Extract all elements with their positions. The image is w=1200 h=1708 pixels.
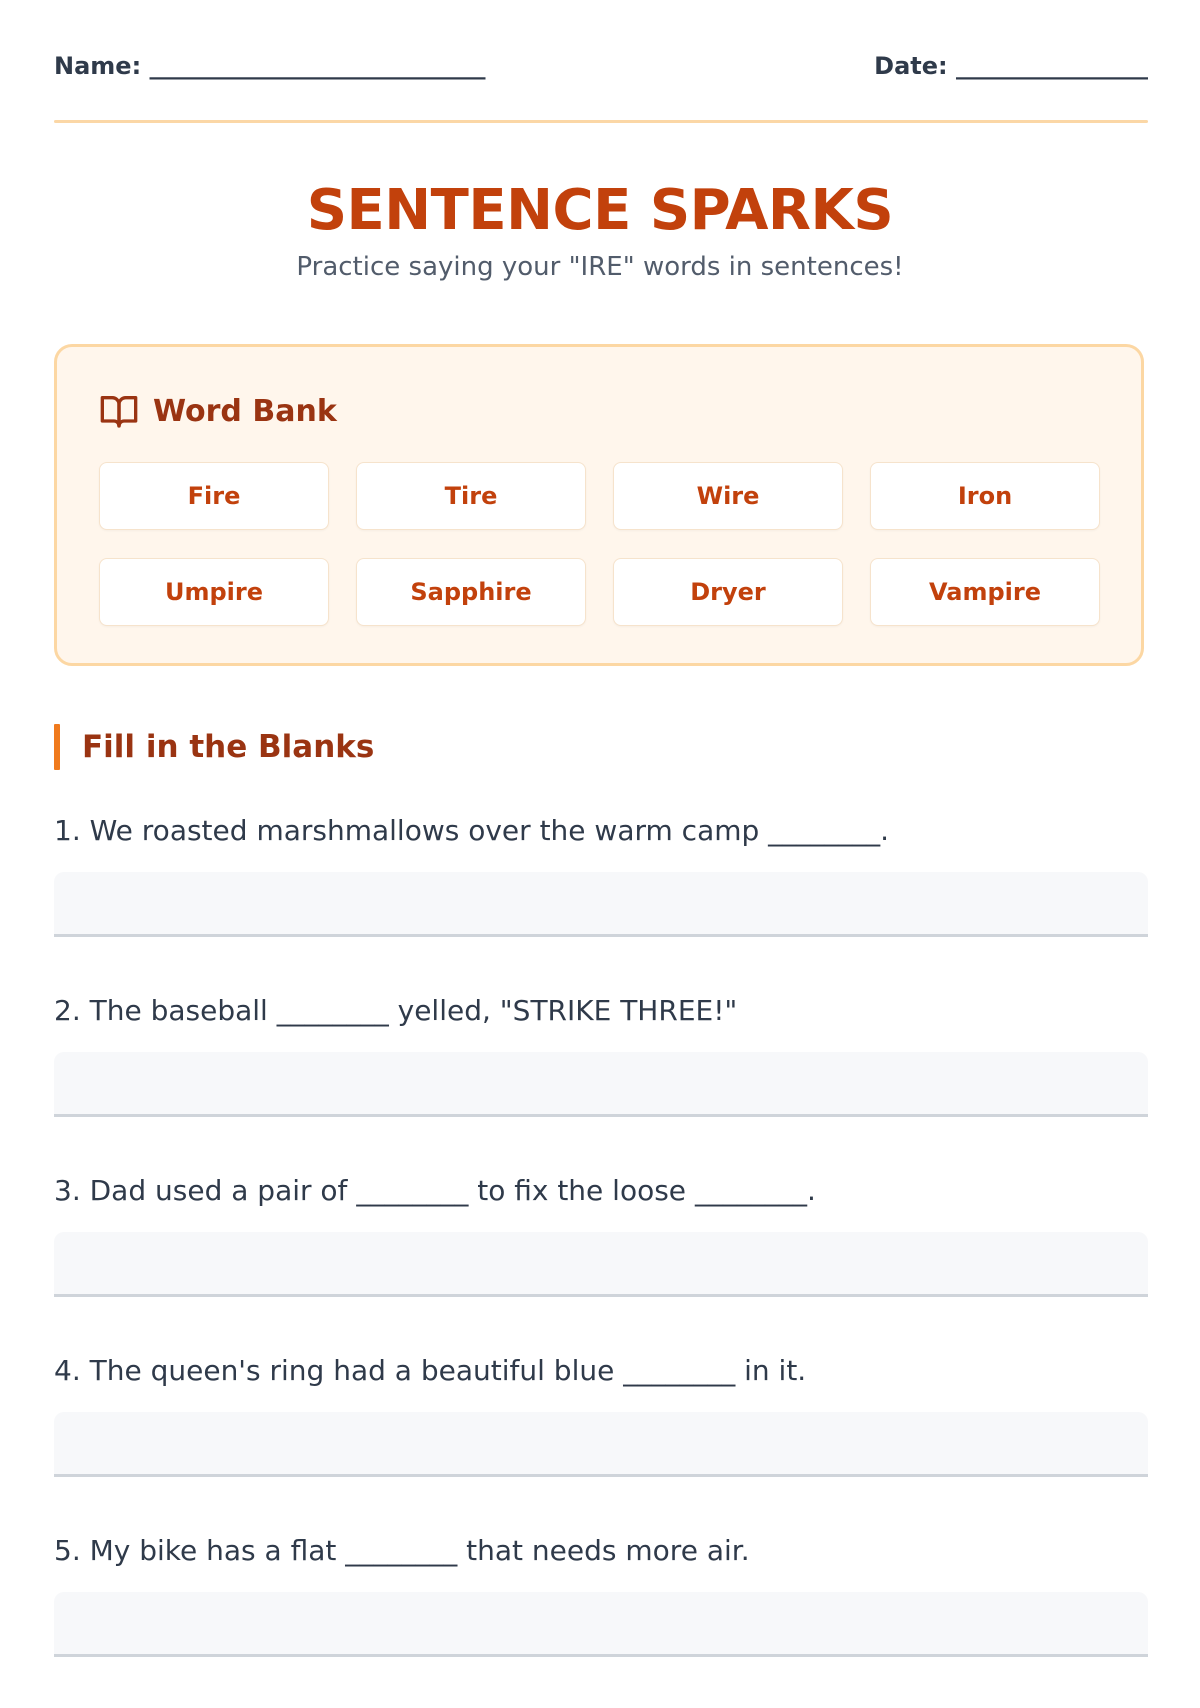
answer-line[interactable] — [54, 1592, 1148, 1657]
date-field[interactable]: Date: ________________ — [874, 52, 1148, 80]
word-bank-panel — [54, 344, 1144, 666]
answer-line[interactable] — [54, 1412, 1148, 1477]
question-text: 2. The baseball ________ yelled, "STRIKE THREE!" — [54, 994, 738, 1027]
word-bank-grid — [99, 462, 1099, 626]
page-subtitle: Practice saying your "IRE" words in sentences! — [296, 252, 904, 282]
header — [54, 52, 1148, 80]
question-list — [54, 808, 1148, 1708]
open-book-icon — [99, 391, 139, 431]
word-chip: Wire — [613, 462, 843, 530]
question-item — [54, 1348, 1148, 1528]
question-text: 5. My bike has a flat ________ that needs more air. — [54, 1534, 750, 1567]
header-divider — [54, 120, 1148, 123]
page-title: SENTENCE SPARKS — [306, 178, 894, 243]
section-title: Fill in the Blanks — [82, 729, 375, 765]
word-chip: Sapphire — [356, 558, 586, 626]
question-item — [54, 1528, 1148, 1708]
word-bank-header — [99, 391, 337, 431]
answer-line[interactable] — [54, 1052, 1148, 1117]
section-heading — [54, 724, 374, 770]
answer-line[interactable] — [54, 1232, 1148, 1297]
question-item — [54, 1168, 1148, 1348]
word-bank-title: Word Bank — [153, 393, 337, 429]
word-chip: Fire — [99, 462, 329, 530]
word-chip: Vampire — [870, 558, 1100, 626]
word-chip: Tire — [356, 462, 586, 530]
word-chip: Dryer — [613, 558, 843, 626]
question-text: 3. Dad used a pair of ________ to fix the loose ________. — [54, 1174, 816, 1207]
section-accent-bar — [54, 724, 60, 770]
question-item — [54, 988, 1148, 1168]
word-chip: Iron — [870, 462, 1100, 530]
answer-line[interactable] — [54, 872, 1148, 937]
question-text: 1. We roasted marshmallows over the warm camp ________. — [54, 814, 890, 847]
word-chip: Umpire — [99, 558, 329, 626]
question-item — [54, 808, 1148, 988]
name-field[interactable]: Name: ____________________________ — [54, 52, 486, 80]
question-text: 4. The queen's ring had a beautiful blue ________ in it. — [54, 1354, 807, 1387]
